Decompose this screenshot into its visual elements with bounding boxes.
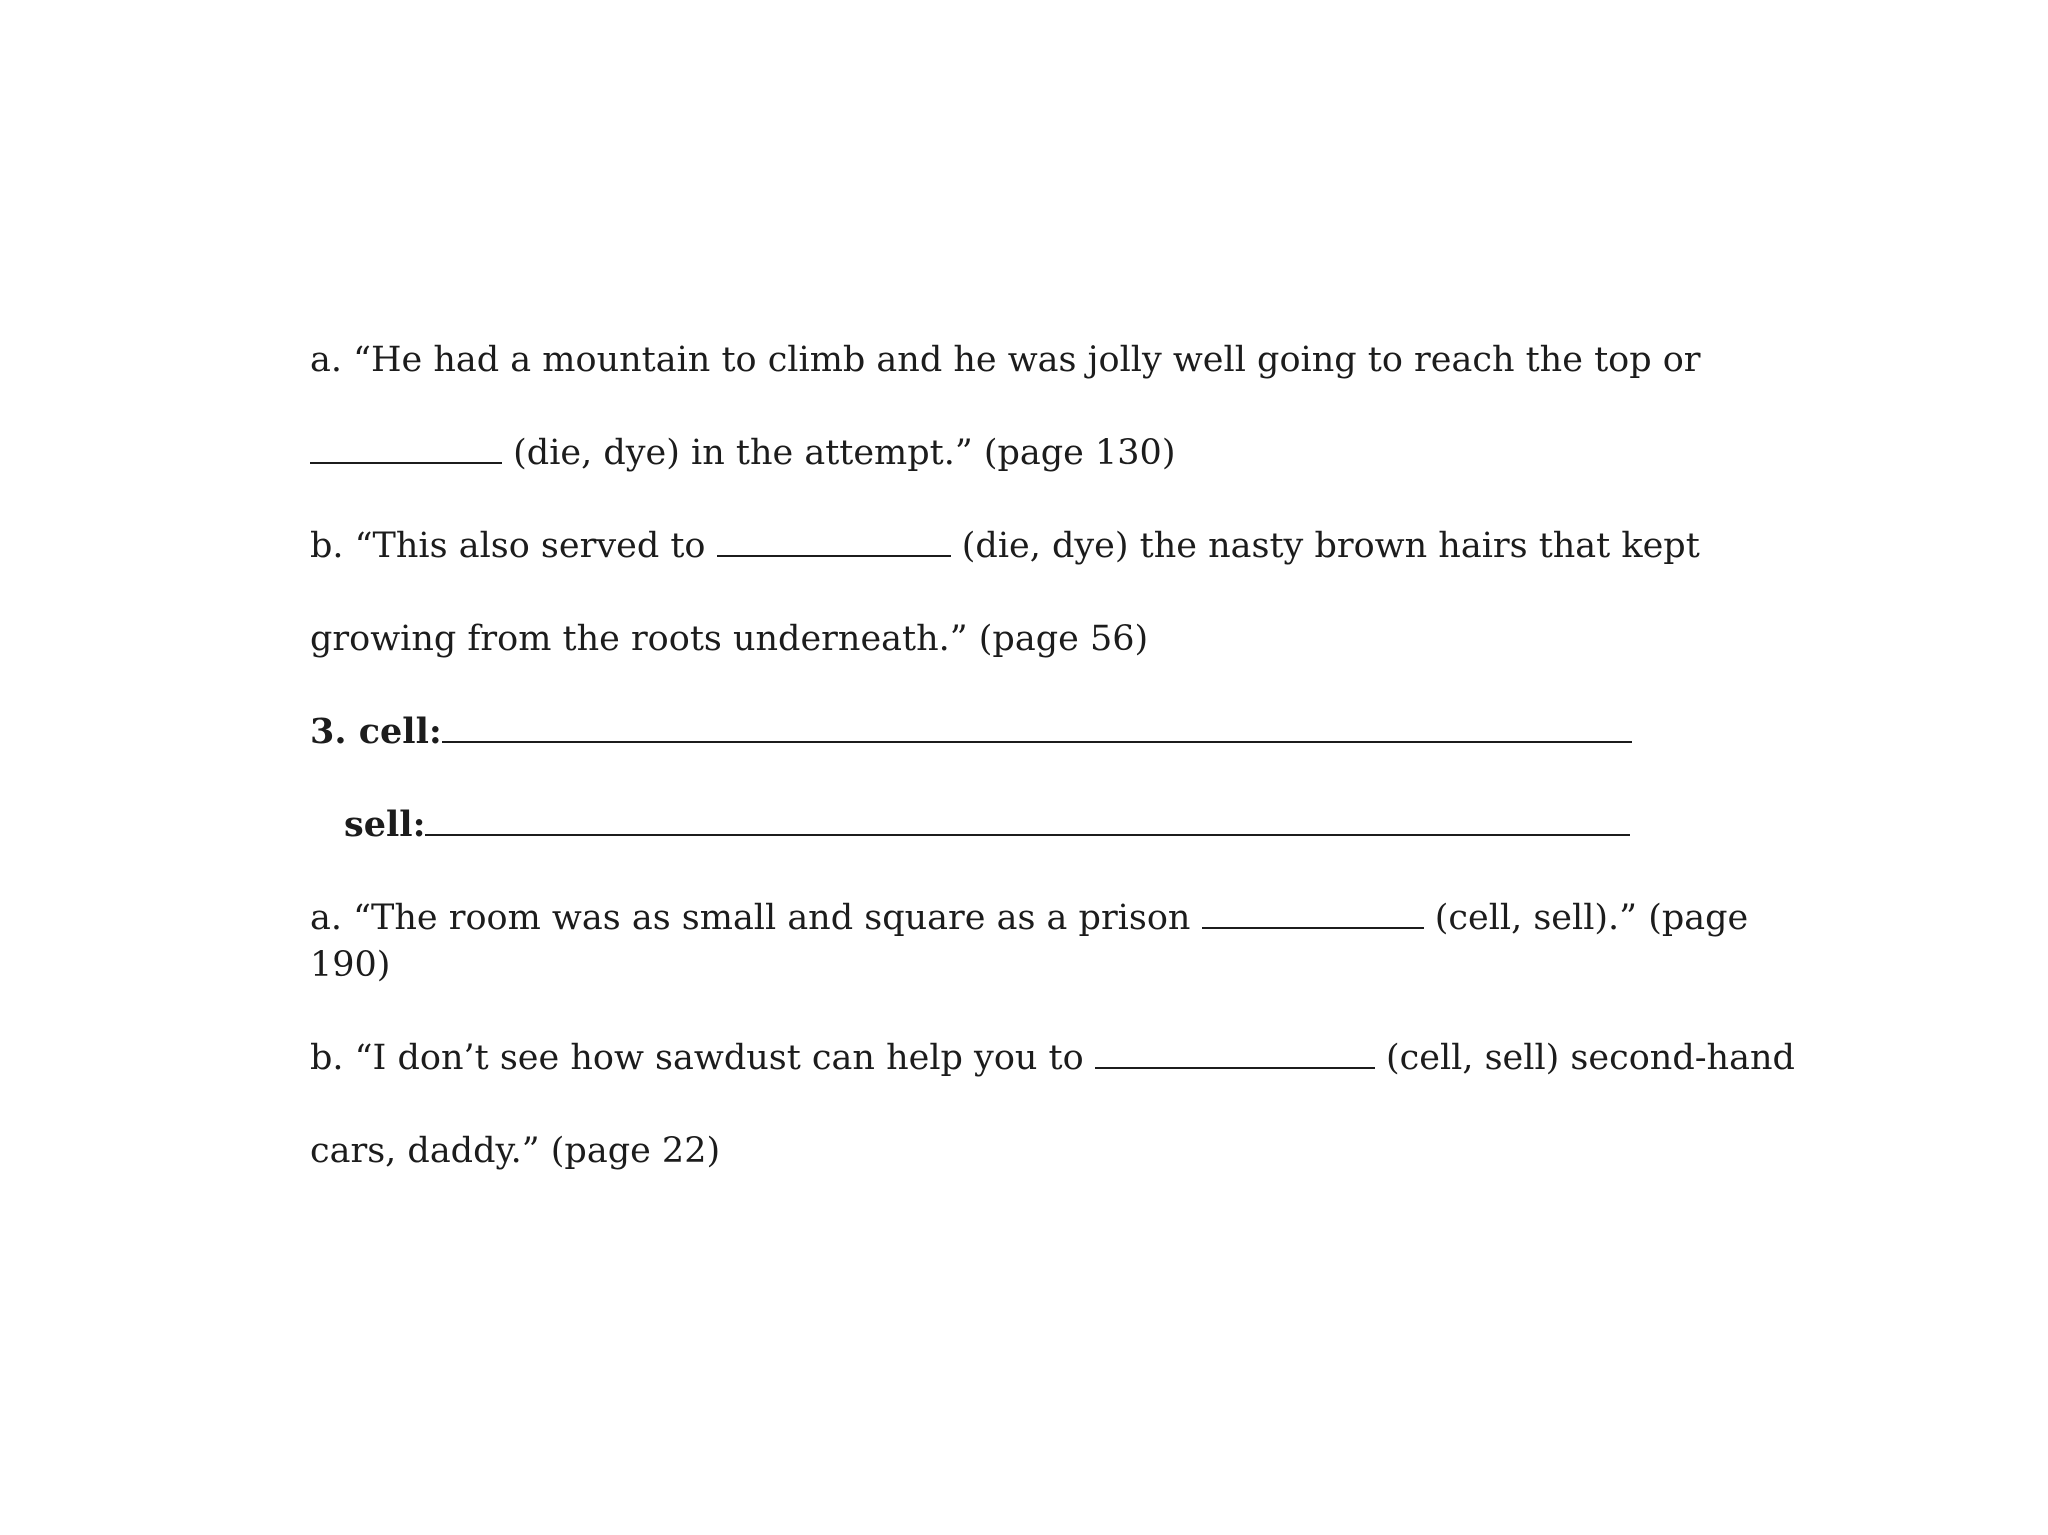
definition-sell-label: sell: — [344, 804, 426, 845]
answer-blank-a-cell[interactable] — [1202, 897, 1424, 929]
question-a-cell-line-1 — [310, 893, 1810, 940]
question-b-dye-text: b. “This also served to — [310, 526, 706, 566]
definition-blank-cell[interactable] — [442, 711, 1632, 743]
answer-blank-a-die[interactable] — [310, 432, 502, 464]
question-a-die-choices: (die, dye) in the attempt.” (page 130) — [513, 433, 1176, 473]
question-a-cell-line-2 — [310, 940, 1810, 1033]
question-a-die-line-1 — [310, 335, 1810, 428]
question-a-cell-text: a. “The room was as small and square as a prison — [310, 898, 1191, 938]
question-b-dye-line-1 — [310, 521, 1810, 614]
question-a-die-line-2 — [310, 428, 1810, 521]
homophone-worksheet — [310, 335, 1810, 1219]
definition-blank-sell[interactable] — [425, 804, 1630, 836]
question-b-sell-line-2 — [310, 1126, 1810, 1219]
definition-sell-line — [310, 800, 1810, 893]
question-a-cell-text-continued: 190) — [310, 945, 391, 985]
question-a-cell-choices: (cell, sell).” (page — [1434, 898, 1749, 938]
definition-cell-line — [310, 707, 1810, 800]
answer-blank-b-sell[interactable] — [1095, 1037, 1375, 1069]
answer-blank-b-dye[interactable] — [717, 525, 951, 557]
question-b-sell-text-continued: cars, daddy.” (page 22) — [310, 1131, 721, 1171]
question-b-sell-text: b. “I don’t see how sawdust can help you to — [310, 1038, 1084, 1078]
question-b-dye-text-continued: growing from the roots underneath.” (page 56) — [310, 619, 1149, 659]
question-b-dye-choices: (die, dye) the nasty brown hairs that kept — [961, 526, 1700, 566]
question-a-die-text: a. “He had a mountain to climb and he was jolly well going to reach the top or — [310, 340, 1701, 380]
definition-cell-label: 3. cell: — [310, 711, 442, 752]
question-b-dye-line-2 — [310, 614, 1810, 707]
question-b-sell-line-1 — [310, 1033, 1810, 1126]
question-b-sell-choices: (cell, sell) second-hand — [1385, 1038, 1795, 1078]
